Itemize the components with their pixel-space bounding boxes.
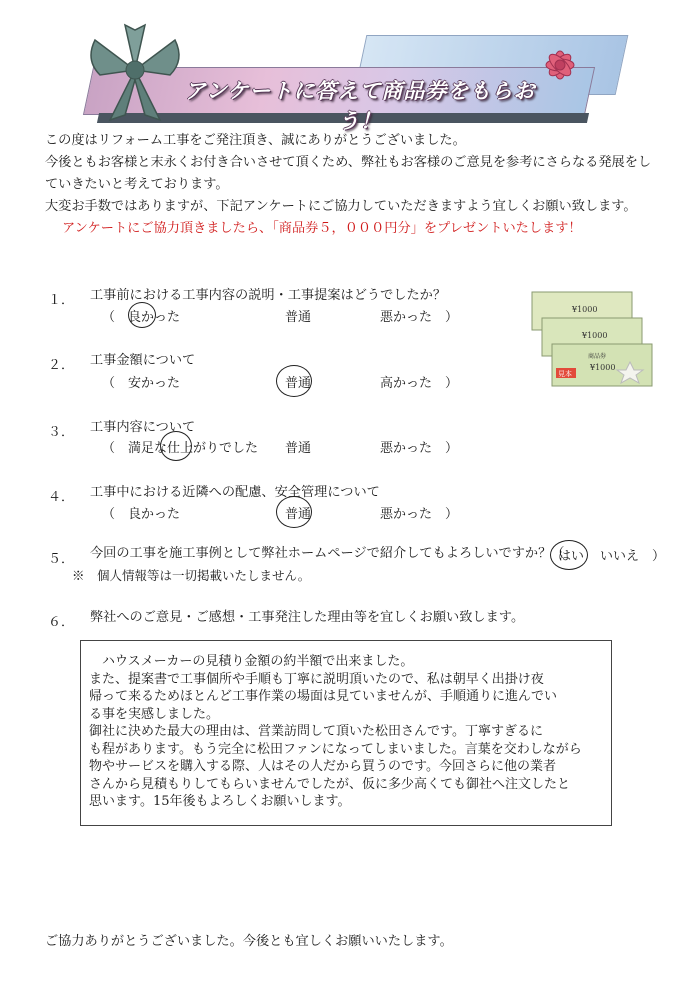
comment-line-2: また、提案書で工事個所や手順も丁寧に説明頂いたので、私は朝早く出掛け夜 [89, 671, 544, 687]
gift-voucher-image [530, 290, 660, 390]
question-3-text: 工事内容について [90, 420, 196, 435]
voucher-amount-mid: ¥1000 [582, 331, 608, 340]
question-1-text: 工事前における工事内容の説明・工事提案はどうでしたか？ [90, 288, 447, 303]
q5-option-yes[interactable]: はい [558, 549, 585, 564]
voucher-stamp: 見本 [558, 370, 572, 378]
voucher-amount-top: ¥1000 [572, 305, 598, 314]
q5-selected-circle [550, 540, 588, 570]
question-5-note: ※ 個人情報等は一切掲載いたしません。 [72, 568, 311, 583]
intro-line-3: ていきたいと考えております。 [45, 177, 229, 192]
present-notice: アンケートにご協力頂きましたら、「商品券５，０００円分」をプレゼントいたします！ [62, 221, 582, 236]
intro-line-2: 今後ともお客様と末永くお付き合いさせて頂くため、弊社もお客様のご意見を参考にさらなる発展をし [45, 155, 652, 170]
question-6-text: 弊社へのご意見・ご感想・工事発注した理由等を宜しくお願い致します。 [90, 610, 525, 625]
comment-line-4: る事を実感しました。 [89, 706, 220, 722]
question-2-number: ２． [48, 358, 75, 373]
q4-option-bad[interactable]: 悪かった ） [380, 507, 459, 522]
comment-line-8: さんから見積もりしてもらいませんでしたが、仮に多少高くても御社へ注文したと [89, 776, 571, 792]
comment-line-6: も程があります。もう完全に松田ファンになってしまいました。言葉を交わしながら [89, 741, 582, 757]
banner-title: アンケートに答えて商品券をもらおう！ [184, 79, 536, 133]
q3-option-satisfied[interactable]: （ 満足な仕上がりでした [102, 441, 259, 456]
q5-option-no[interactable]: いいえ ） [600, 549, 666, 564]
question-5-text: 今回の工事を施工事例として弊社ホームページで紹介してもよろしいですか？（ [90, 546, 565, 561]
comment-line-3: 帰って来るためほとんど工事作業の場面は見ていませんが、手順通りに進んでい [89, 689, 558, 704]
q4-selected-circle [276, 496, 312, 528]
question-4-text: 工事中における近隣への配慮、安全管理について [90, 485, 380, 500]
comment-line-1: ハウスメーカーの見積り金額の約半額で出来ました。 [89, 654, 414, 669]
header-banner [60, 15, 630, 133]
q1-selected-circle [128, 302, 156, 328]
q4-option-normal[interactable]: 普通 [285, 507, 312, 522]
q2-selected-circle [276, 365, 312, 397]
footer-thanks: ご協力ありがとうございました。今後とも宜しくお願いいたします。 [45, 934, 453, 949]
comment-box [80, 640, 612, 826]
question-1-number: １． [48, 293, 75, 308]
question-6-number: ６． [48, 615, 75, 630]
voucher-amount-bottom: ¥1000 [590, 363, 616, 372]
question-3-number: ３． [48, 425, 75, 440]
q2-option-cheap[interactable]: （ 安かった [102, 376, 181, 391]
voucher-label: 商品券 [588, 353, 607, 360]
q2-option-normal[interactable]: 普通 [285, 376, 312, 391]
intro-line-4: 大変お手数ではありますが、下記アンケートにご協力していただきますよう宜しくお願い致します。 [45, 199, 637, 214]
q3-selected-circle [160, 431, 192, 461]
intro-line-1: この度はリフォーム工事をご発注頂き、誠にありがとうございました。 [45, 133, 466, 148]
q3-option-bad[interactable]: 悪かった ） [380, 441, 459, 456]
comment-line-7: 物やサービスを購入する際、人はその人だから買うのです。今回さらに他の業者 [89, 759, 556, 774]
question-2-text: 工事金額について [90, 353, 196, 368]
q1-option-bad[interactable]: 悪かった ） [380, 310, 459, 325]
question-5-number: ５． [48, 552, 75, 567]
q1-option-good[interactable]: （ 良かった [102, 310, 181, 325]
q1-option-normal[interactable]: 普通 [285, 310, 312, 325]
q2-option-expensive[interactable]: 高かった ） [380, 376, 459, 391]
q3-option-normal[interactable]: 普通 [285, 441, 312, 456]
comment-line-9: 思います。15年後もよろしくお願いします。 [89, 794, 351, 809]
comment-line-5: 御社に決めた最大の理由は、営業訪問して頂いた松田さんです。丁寧すぎるに [89, 724, 543, 739]
q4-option-good[interactable]: （ 良かった [102, 507, 181, 522]
question-4-number: ４． [48, 490, 75, 505]
